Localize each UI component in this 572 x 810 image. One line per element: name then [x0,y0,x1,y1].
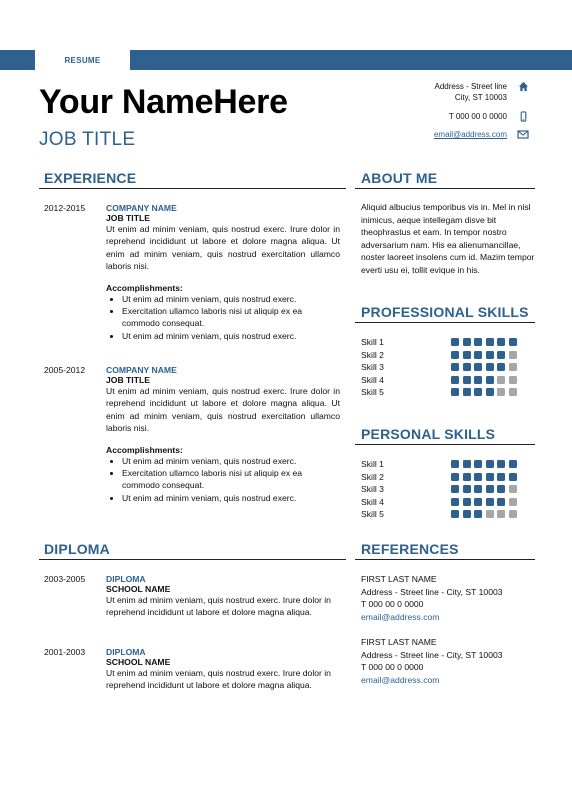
skill-dot-filled [451,485,459,493]
about-divider [355,188,535,189]
job-description: Ut enim ad minim veniam, quis nostrud exerc. Irure dolor in reprehend incididunt ut labore et dolore magna aliqua. Ut enim ad minim veniam, quis nostrud exercitation ullamco laboris nisi. [106,386,340,434]
skill-dot-filled [451,351,459,359]
reference-address: Address - Street line - City, ST 10003 [361,649,503,660]
skill-dot-filled [486,498,494,506]
candidate-name: Your NameHere [39,83,288,121]
skill-dot-filled [463,510,471,518]
skill-dot-filled [497,338,505,346]
skill-label: Skill 2 [361,349,384,360]
skill-dot-filled [486,363,494,371]
diploma-description: Ut enim ad minim veniam, quis nostrud exerc. Irure dolor in reprehend incididunt ut labore et dolore magna aliqua. [106,668,331,691]
skill-dot-filled [497,351,505,359]
skill-dot-filled [497,460,505,468]
skill-label: Skill 3 [361,484,384,494]
envelope-icon [517,129,529,141]
accomplishments-list [106,293,340,343]
reference-phone: T 000 00 0 0000 [361,599,424,610]
job-role: JOB TITLE [106,375,150,385]
skill-dot-empty [509,388,517,396]
skill-dot-filled [463,363,471,371]
skill-label: Skill 4 [361,496,384,507]
skill-dot-empty [509,510,517,518]
skill-dot-filled [474,388,482,396]
accomplishments-title: Accomplishments: [106,444,183,455]
reference-address: Address - Street line - City, ST 10003 [361,586,503,597]
skill-dot-filled [451,473,459,481]
skill-dot-filled [497,473,505,481]
reference-phone: T 000 00 0 0000 [361,662,424,673]
skill-dot-filled [486,338,494,346]
school-name: SCHOOL NAME [106,584,171,594]
skill-label: Skill 3 [361,362,384,372]
degree-name: DIPLOMA [106,574,146,584]
reference-entry [361,636,561,686]
skill-dot-empty [497,376,505,384]
address-line-1: Address - Street line [434,82,507,91]
job-role: JOB TITLE [106,213,150,223]
home-icon [517,81,529,93]
phone-number: T 000 00 0 0000 [448,112,507,121]
reference-name: FIRST LAST NAME [361,574,437,584]
skill-dot-filled [463,473,471,481]
skill-dot-filled [451,338,459,346]
skill-dot-filled [474,351,482,359]
skill-dot-empty [509,363,517,371]
skill-dot-filled [463,338,471,346]
reference-email[interactable]: email@address.com [361,674,440,685]
skill-dot-empty [497,388,505,396]
diploma-entry [106,574,336,619]
skill-dot-empty [509,376,517,384]
accomplishment-item: • Ut enim ad minim veniam, quis nostrud exerc. [122,492,340,504]
experience-heading: EXPERIENCE [44,170,137,186]
skill-label: Skill 1 [361,337,384,347]
company-name: COMPANY NAME [106,365,177,375]
skill-dot-empty [509,351,517,359]
skill-dot-filled [486,376,494,384]
skill-dot-filled [474,498,482,506]
skill-dot-empty [486,510,494,518]
experience-divider [39,188,346,189]
professional-skills-divider [355,322,535,323]
skill-label: Skill 5 [361,387,384,397]
skill-dot-filled [474,473,482,481]
skill-dot-filled [463,498,471,506]
accomplishments-title: Accomplishments: [106,282,183,293]
diploma-dates: 2003-2005 [44,574,86,584]
candidate-job-title: JOB TITLE [39,129,136,150]
skill-dot-filled [497,485,505,493]
professional-skills-heading: PROFESSIONAL SKILLS [361,304,529,320]
skill-dot-filled [463,460,471,468]
skill-label: Skill 4 [361,374,384,385]
skill-label: Skill 5 [361,509,384,519]
skill-dot-filled [451,363,459,371]
references-divider [355,559,535,560]
skill-dot-filled [486,388,494,396]
experience-entry [106,203,340,342]
skill-dot-filled [486,460,494,468]
skill-dot-filled [451,510,459,518]
address-line-2: City, ST 10003 [454,93,507,102]
diploma-description: Ut enim ad minim veniam, quis nostrud exerc. Irure dolor in reprehend incididunt ut labore et dolore magna aliqua. [106,595,331,618]
skill-dot-filled [451,388,459,396]
accomplishment-item: • Ut enim ad minim veniam, quis nostrud exerc. [122,455,340,467]
company-name: COMPANY NAME [106,203,177,213]
degree-name: DIPLOMA [106,647,146,657]
skill-dot-filled [509,460,517,468]
skill-label: Skill 1 [361,459,384,469]
about-text: Aliquid albucius temporibus vis in. Mel in nisl inimicus, aeque intellegam disve bit theophrastus et eam. In tempor nostro adversarium nam. His ea alienumancillae, noster laoreet insolens cum id. Mazim tempor everti usu ei, tollit evique in his. [361,202,535,275]
reference-email[interactable]: email@address.com [361,611,440,622]
experience-dates: 2005-2012 [44,365,86,375]
skill-dot-filled [451,498,459,506]
phone-icon [517,111,529,123]
skill-dot-filled [474,376,482,384]
personal-skills-heading: PERSONAL SKILLS [361,426,496,442]
references-heading: REFERENCES [361,541,459,557]
reference-name: FIRST LAST NAME [361,637,437,647]
skill-dot-empty [497,510,505,518]
skill-dot-filled [497,363,505,371]
skill-dot-filled [497,498,505,506]
skill-dot-filled [463,351,471,359]
personal-skills-divider [355,444,535,445]
header-bar-left [0,50,35,70]
experience-entry [106,365,340,504]
skill-dot-filled [463,388,471,396]
skill-dot-filled [509,473,517,481]
resume-tab: RESUME [35,50,130,70]
diploma-dates: 2001-2003 [44,647,86,657]
skill-dot-filled [451,376,459,384]
email-link[interactable]: email@address.com [433,130,507,139]
header-bar-right [130,50,572,70]
skill-label: Skill 2 [361,471,384,482]
skill-dot-filled [463,485,471,493]
skill-dot-filled [474,510,482,518]
accomplishments-list [106,455,340,505]
skill-dot-filled [474,460,482,468]
skill-dot-filled [486,351,494,359]
diploma-divider [39,559,346,560]
skill-dot-empty [509,485,517,493]
about-heading: ABOUT ME [361,170,438,186]
skill-dot-filled [474,363,482,371]
accomplishment-item: • Exercitation ullamco laboris nisi ut aliquip ex ea commodo consequat. [122,305,340,330]
skill-dot-empty [509,498,517,506]
skill-dot-filled [474,338,482,346]
reference-entry [361,573,561,623]
skill-dot-filled [463,376,471,384]
skill-dot-filled [486,485,494,493]
school-name: SCHOOL NAME [106,657,171,667]
skill-dot-filled [486,473,494,481]
skill-dot-filled [451,460,459,468]
experience-dates: 2012-2015 [44,203,86,213]
job-description: Ut enim ad minim veniam, quis nostrud exerc. Irure dolor in reprehend incididunt ut labore et dolore magna aliqua. Ut enim ad minim veniam, quis nostrud exercitation ullamco laboris nisi. [106,224,340,272]
diploma-heading: DIPLOMA [44,541,110,557]
diploma-entry [106,647,336,692]
accomplishment-item: • Exercitation ullamco laboris nisi ut aliquip ex ea commodo consequat. [122,467,340,492]
skill-dot-filled [474,485,482,493]
skill-dot-filled [509,338,517,346]
accomplishment-item: • Ut enim ad minim veniam, quis nostrud exerc. [122,293,340,305]
accomplishment-item: • Ut enim ad minim veniam, quis nostrud exerc. [122,330,340,342]
